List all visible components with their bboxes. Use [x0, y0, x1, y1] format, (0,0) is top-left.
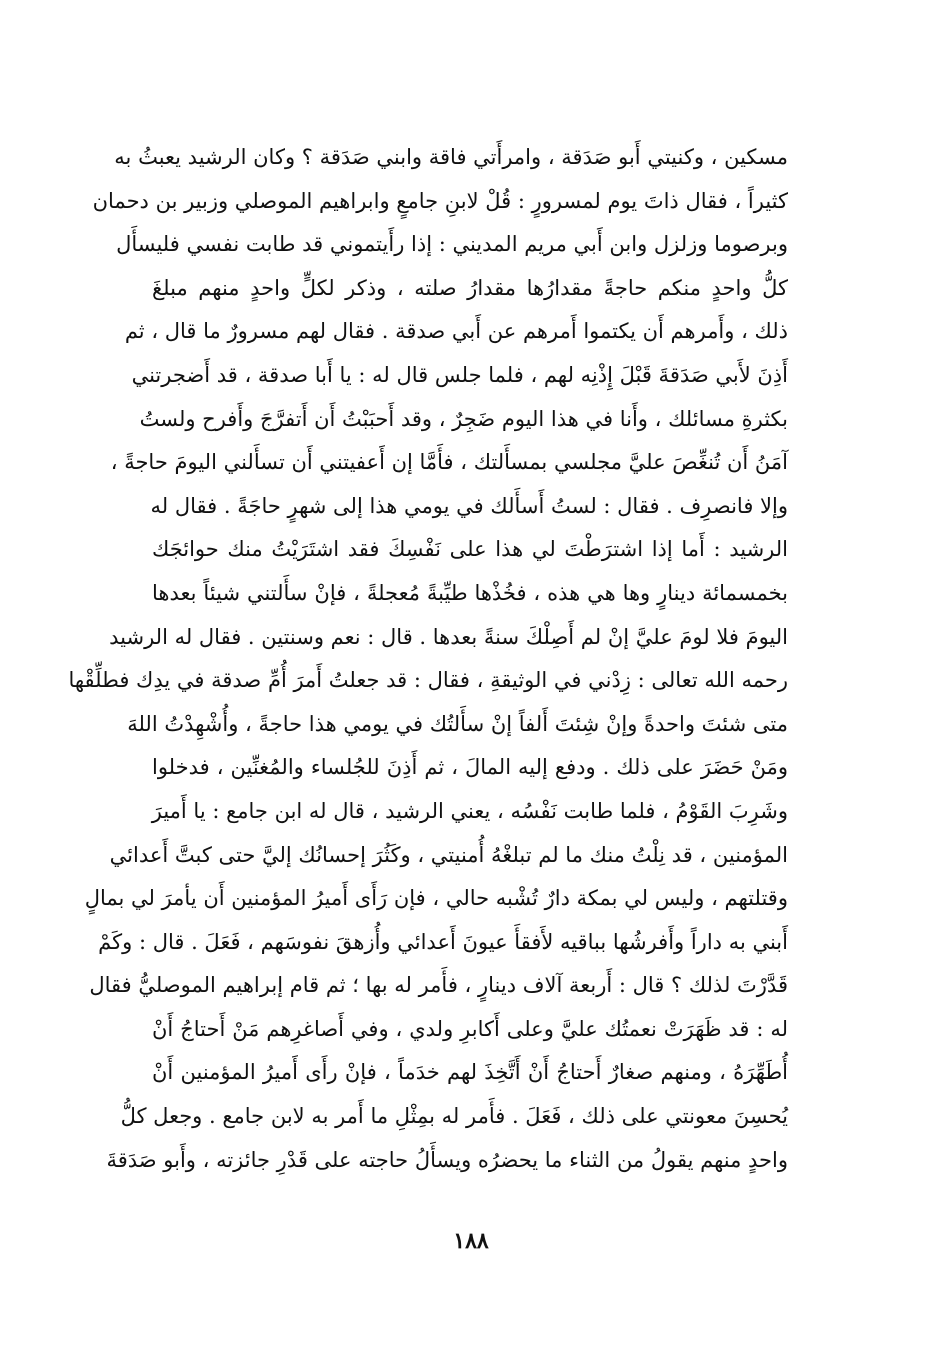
text-line: وبرصوما وزلزل وابن أَبي مريم المديني : إذا رأَيتموني قد طابت نفسي فليسأَل	[116, 232, 788, 257]
text-line: وقتلتهم ، وليس لي بمكة دارٌ تُشْبه حالي ، فإن رَأَى أَميرُ المؤمنين أَن يأمرَ لي بمالٍ	[84, 886, 788, 911]
text-line: واحدٍ منهم يقولُ من الثناء ما يحضرُه ويسأَلُ حاجته على قَدْرِ جائزته ، وأَبو صَدَقةَ	[106, 1147, 788, 1172]
text-line: اليومَ فلا لومَ عليَّ إنْ لم أَصِلْكَ سنةً بعدها . قال : نعم وسنتين . فقال له الرشيد	[109, 624, 788, 649]
text-line: بكثرةِ مسائلك ، وأَنا في هذا اليوم ضَجِرٌ ، وقد أَحبَبْتُ أَن أَتفرَّجَ وأَفرح ولستُ	[139, 406, 788, 431]
body-text	[68, 136, 788, 1182]
text-line: يُحسِنَ معونتي على ذلك ، فَعَلَ . فأَمر له بمِثْلِ ما أَمر به لابن جامع . وجعل كلُّ	[120, 1104, 788, 1129]
text-line: له : قد ظَهَرَتْ نعمتُك عليَّ وعلى أَكابرِ ولدي ، وفي أَصاغرِهم مَنْ أَحتاجُ أَنْ	[152, 1016, 788, 1041]
text-line: بخمسمائة دينارٍ وها هي هذه ، فخُذْها طيِّبةً مُعجلةً ، فإنْ سأَلتني شيئاً بعدها	[152, 580, 788, 605]
text-line: ذلك ، وأَمرهم أَن يكتموا أَمرهم عن أَبي صدقة . فقال لهم مسرورٌ ما قال ، ثم	[124, 319, 788, 344]
text-line: كثيراً ، فقال ذاتَ يوم لمسرورٍ : قُلْ لابنِ جامعٍ وابراهيم الموصلي وزبير بن دحمان	[92, 188, 788, 213]
text-line: الرشيد : أَما إذا اشترَطْتَ لي هذا على نَفْسِكَ فقد اشتَرَيْتُ منك حوائجَك	[152, 537, 788, 562]
text-line: أَبني به داراً وأَفرشُها بباقيه لأَفقأَ عيونَ أَعدائي وأُزهقَ نفوسَهم ، فَعَلَ . قال : وكَمْ	[98, 929, 788, 954]
text-line: مسكين ، وكنيتي أَبو صَدَقة ، وامرأَتي فاقة وابني صَدَقة ؟ وكان الرشيد يعبثُ به	[114, 145, 788, 169]
text-line: كلُّ واحدٍ منكم حاجةً مقدارُها مقدارُ صلته ، وذكر لكلٍّ واحدٍ منهم مبلغَ	[152, 275, 788, 300]
text-line: المؤمنين ، قد نِلْتُ منك ما لم تبلغْهُ أُمنيتي ، وكَثُرَ إحسانُك إليَّ حتى كبتَّ أَعدائي	[109, 842, 788, 867]
text-line: ومَنْ حَضَرَ على ذلك . ودفع إليه المالَ ، ثم أَذِنَ للجُلساء والمُغنِّين ، فدخلوا	[152, 755, 788, 780]
text-line: أَذِنَ لأَبي صَدَقةَ قَبْلَ إِذْنِه لهم ، فلما جلس قال له : يا أَبا صدقة ، قد أَضجرتني	[131, 362, 788, 387]
text-line: متى شئتَ واحدةً وإنْ شِئتَ أَلفاً إنْ سأَلتُك في يومي هذا حاجةً ، وأُشْهِدْتُ اللهَ	[127, 711, 788, 736]
text-line: آمَنُ أَن تُنغِّصَ عليَّ مجلسي بمسأَلتك ، فأَمَّا إن أَعفيتني أَن تسأَلني اليومَ حاجةً ،	[110, 450, 788, 475]
text-line: رحمه الله تعالى : زِدْني في الوثيقةِ ، فقال : قد جعلتُ أَمرَ أُمِّ صدقة في يدِك فطلِّقْها	[68, 668, 788, 693]
text-line: أُطَهِّرَهُ ، ومنهم صغارٌ أَحتاجُ أَنْ أَتَّخِذَ لهم خدَماً ، فإنْ رأَى أَميرُ المؤمنين أَنْ	[152, 1060, 788, 1085]
text-line: قَدَّرْتَ لذلك ؟ قال : أَربعة آلاف دينارٍ ، فأَمر له بها ؛ ثم قام إبراهيم الموصليُّ فقال	[89, 973, 788, 998]
text-line: وإلا فانصرِف . فقال : لستُ أَسأَلك في يومي هذا إلى شهرٍ حاجَةً . فقال له	[150, 493, 788, 518]
page-number: ١٨٨	[453, 1228, 489, 1254]
text-line: وشَرِبَ القَوْمُ ، فلما طابت نَفْسُه ، يعني الرشيد ، قال له ابن جامع : يا أَميرَ	[151, 798, 788, 823]
